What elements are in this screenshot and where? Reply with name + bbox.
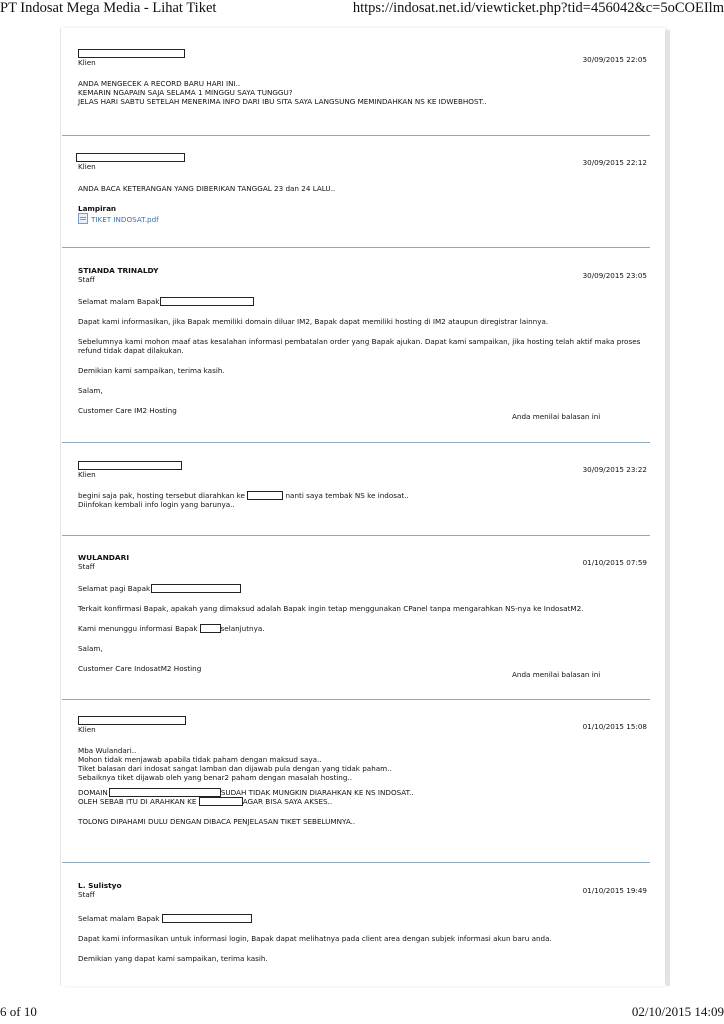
redacted-name bbox=[160, 297, 254, 306]
message-line: SUDAH TIDAK MUNGKIN DIARAHKAN KE NS INDOSAT.. bbox=[220, 788, 414, 797]
ticket-message bbox=[78, 153, 650, 224]
greeting: Selamat malam Bapak bbox=[78, 914, 160, 923]
author-role: Staff bbox=[78, 562, 95, 571]
redacted-author bbox=[78, 716, 186, 725]
message-paragraph: Dapat kami informasikan untuk informasi login, Bapak dapat melihatnya pada client area dengan subjek informasi akun baru anda. bbox=[78, 934, 552, 943]
redacted-name bbox=[200, 624, 221, 633]
signature: Customer Care IM2 Hosting bbox=[78, 406, 177, 415]
author-name: STIANDA TRINALDY bbox=[78, 266, 159, 275]
message-line: Diinfokan kembali info login yang barunya.. bbox=[78, 500, 235, 509]
author-role: Staff bbox=[78, 890, 95, 899]
message-date: 30/09/2015 23:05 bbox=[582, 271, 647, 280]
message-date: 30/09/2015 22:12 bbox=[582, 158, 647, 167]
message-date: 01/10/2015 15:08 bbox=[582, 722, 647, 731]
ticket-message bbox=[78, 49, 650, 106]
message-separator bbox=[62, 135, 650, 136]
redacted-value bbox=[247, 491, 283, 500]
message-line: Mba Wulandari.. bbox=[78, 746, 137, 755]
message-line: Tiket balasan dari indosat sangat lamban dan dijawab pula dengan yang tidak paham.. bbox=[78, 764, 392, 773]
author-role: Klien bbox=[78, 725, 96, 734]
author-role: Klien bbox=[78, 58, 96, 67]
message-paragraph: Kami menunggu informasi Bapak bbox=[78, 624, 198, 633]
ticket-message bbox=[78, 716, 650, 826]
attachment-filename[interactable]: TIKET INDOSAT.pdf bbox=[91, 215, 159, 224]
message-line: Sebaiknya tiket dijawab oleh yang benar2 paham dengan masalah hosting.. bbox=[78, 773, 352, 782]
message-paragraph: Terkait konfirmasi Bapak, apakah yang dimaksud adalah Bapak ingin tetap menggunakan CPanel tanpa mengarahkan NS-nya ke IndosatM2. bbox=[78, 604, 584, 613]
message-paragraph: Salam, bbox=[78, 386, 103, 395]
message-line: DOMAIN bbox=[78, 788, 108, 797]
message-date: 30/09/2015 23:22 bbox=[582, 465, 647, 474]
message-body bbox=[78, 746, 650, 826]
message-body bbox=[78, 584, 650, 673]
ticket-message bbox=[78, 553, 650, 679]
message-line: KEMARIN NGAPAIN SAJA SELAMA 1 MINGGU SAYA TUNGGU? bbox=[78, 88, 293, 97]
author-name: WULANDARI bbox=[78, 553, 130, 562]
message-body bbox=[78, 184, 650, 224]
message-date: 01/10/2015 19:49 bbox=[582, 886, 647, 895]
message-line: ANDA MENGECEK A RECORD BARU HARI INI.. bbox=[78, 79, 241, 88]
author-name: L. Sulistyo bbox=[78, 881, 122, 890]
message-line: JELAS HARI SABTU SETELAH MENERIMA INFO DARI IBU SITA SAYA LANGSUNG MEMINDAHKAN NS KE IDWEBHOST.. bbox=[78, 97, 487, 106]
author-role: Klien bbox=[78, 470, 96, 479]
message-line: TOLONG DIPAHAMI DULU DENGAN DIBACA PENJELASAN TIKET SEBELUMNYA.. bbox=[78, 817, 356, 826]
message-separator bbox=[62, 247, 650, 248]
redacted-author bbox=[76, 153, 185, 162]
message-paragraph: Sebelumnya kami mohon maaf atas kesalahan informasi pembatalan order yang Bapak ajukan. Dapat kami sampaikan, jika hosting telah aktif maka proses refund tidak dapat dilakukan. bbox=[78, 337, 641, 355]
message-paragraph: Dapat kami informasikan, jika Bapak memiliki domain diluar IM2, Bapak dapat memiliki hosting di IM2 ataupun diregistrar lainnya. bbox=[78, 317, 549, 326]
message-line: nanti saya tembak NS ke indosat.. bbox=[285, 491, 409, 500]
message-paragraph: selanjutnya. bbox=[220, 624, 265, 633]
print-page-number: 6 of 10 bbox=[0, 1004, 37, 1019]
message-line: begini saja pak, hosting tersebut diarahkan ke bbox=[78, 491, 245, 500]
rate-reply-link[interactable]: Anda menilai balasan ini bbox=[512, 412, 601, 421]
message-line: ANDA BACA KETERANGAN YANG DIBERIKAN TANGGAL 23 dan 24 LALU.. bbox=[78, 184, 336, 193]
author-role: Klien bbox=[78, 162, 96, 171]
redacted-author bbox=[78, 461, 182, 470]
ticket-message bbox=[78, 461, 650, 509]
message-paragraph: Demikian kami sampaikan, terima kasih. bbox=[78, 366, 225, 375]
message-separator bbox=[62, 699, 650, 700]
redacted-value bbox=[199, 797, 243, 806]
message-line: OLEH SEBAB ITU DI ARAHKAN KE bbox=[78, 797, 197, 806]
message-paragraph: Salam, bbox=[78, 644, 103, 653]
message-body bbox=[78, 297, 650, 415]
pdf-file-icon bbox=[78, 213, 88, 224]
ticket-message bbox=[78, 266, 650, 421]
message-date: 01/10/2015 07:59 bbox=[582, 558, 647, 567]
attachment-link[interactable] bbox=[78, 213, 650, 224]
redacted-domain bbox=[109, 788, 221, 797]
page-edge-shadow bbox=[666, 30, 670, 986]
message-body bbox=[78, 914, 650, 963]
author-role: Staff bbox=[78, 275, 95, 284]
attachment-title: Lampiran bbox=[78, 204, 117, 213]
message-body bbox=[78, 491, 650, 509]
ticket-message bbox=[78, 881, 650, 963]
print-datetime: 02/10/2015 14:09 bbox=[631, 1004, 724, 1019]
message-separator bbox=[62, 442, 650, 443]
greeting: Selamat malam Bapak bbox=[78, 297, 160, 306]
message-line: AGAR BISA SAYA AKSES.. bbox=[242, 797, 333, 806]
rate-reply-link[interactable]: Anda menilai balasan ini bbox=[512, 670, 601, 679]
greeting: Selamat pagi Bapak bbox=[78, 584, 151, 593]
message-separator bbox=[62, 535, 650, 536]
message-body bbox=[78, 79, 650, 106]
message-separator bbox=[62, 862, 650, 863]
redacted-name bbox=[151, 584, 241, 593]
redacted-name bbox=[162, 914, 252, 923]
redacted-author bbox=[78, 49, 185, 58]
message-date: 30/09/2015 22:05 bbox=[582, 55, 647, 64]
message-line: Mohon tidak menjawab apabila tidak paham dengan maksud saya.. bbox=[78, 755, 322, 764]
print-page-url: https://indosat.net.id/viewticket.php?tid=456042&c=5oCOEIlm bbox=[352, 0, 724, 16]
signature: Customer Care IndosatM2 Hosting bbox=[78, 664, 202, 673]
message-paragraph: Demikian yang dapat kami sampaikan, terima kasih. bbox=[78, 954, 268, 963]
print-page-title: PT Indosat Mega Media - Lihat Tiket bbox=[0, 0, 217, 16]
